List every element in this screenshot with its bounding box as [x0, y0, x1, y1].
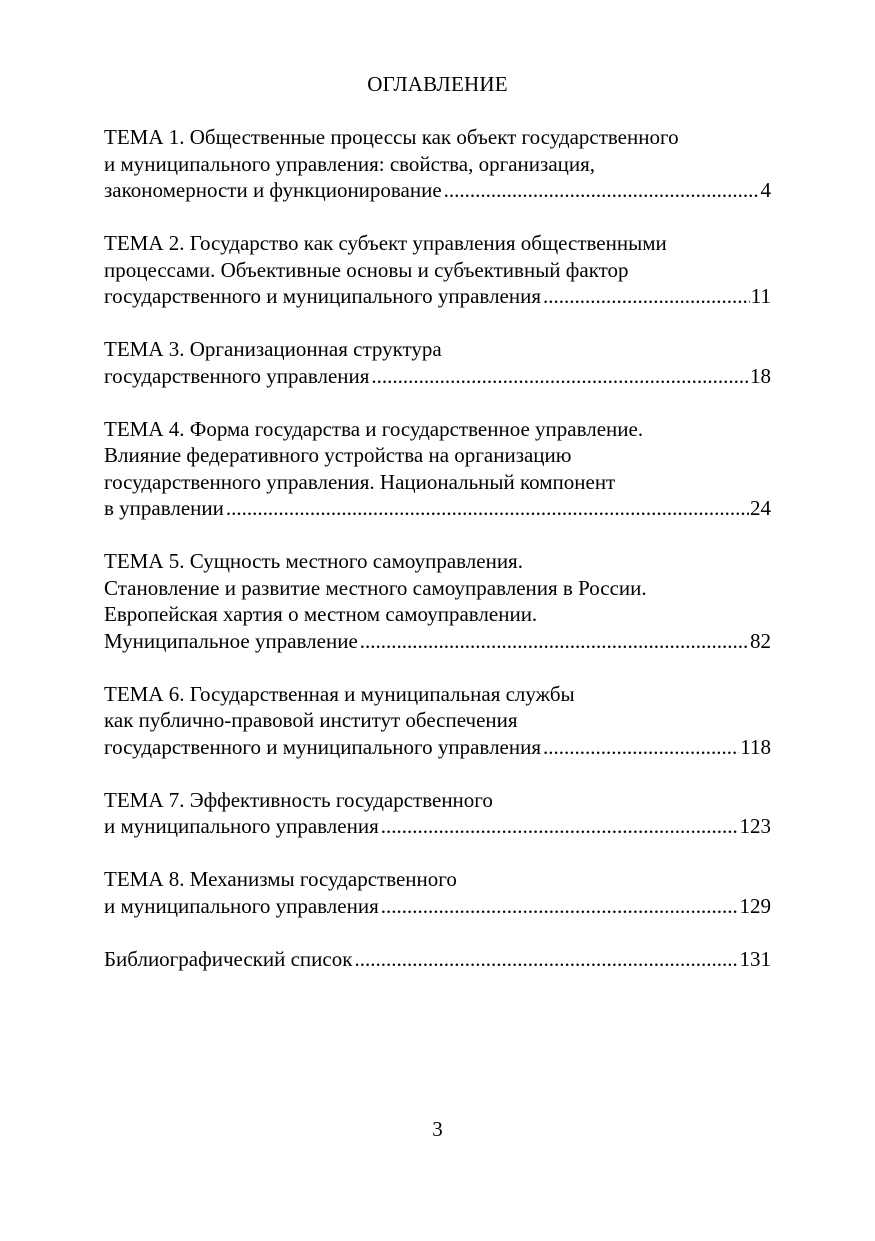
toc-entry-line: государственного управления	[104, 363, 370, 388]
toc-entry-topic-4[interactable]	[104, 416, 771, 522]
toc-entry-line: и муниципального управления: свойства, организация,	[104, 151, 596, 176]
dot-leader	[360, 628, 749, 655]
dot-leader	[354, 946, 738, 973]
toc-entry-topic-1[interactable]	[104, 124, 771, 204]
toc-page-number: 129	[739, 893, 771, 918]
toc-page-number: 123	[739, 814, 771, 838]
toc-entry-bibliography[interactable]	[104, 946, 771, 973]
toc-entry-topic-3[interactable]	[104, 336, 771, 389]
table-of-contents	[104, 124, 771, 999]
toc-entry-line: процессами. Объективные основы и субъективный фактор	[104, 257, 629, 282]
toc-entry-line: и муниципального управления	[104, 814, 379, 838]
toc-entry-topic-8[interactable]	[104, 866, 771, 919]
dot-leader	[226, 495, 749, 522]
toc-entry-line: ТЕМА 3. Организационная структура	[104, 337, 442, 361]
toc-entry-line: государственного и муниципального управления	[104, 284, 542, 308]
toc-entry-line: Библиографический список	[104, 946, 353, 971]
dot-leader	[543, 734, 739, 761]
toc-entry-topic-5[interactable]	[104, 548, 771, 654]
toc-entry-line: в управлении	[104, 496, 224, 520]
toc-entry-topic-7[interactable]	[104, 787, 771, 840]
toc-page-number: 118	[740, 734, 771, 759]
dot-leader	[381, 813, 739, 840]
toc-page-number: 4	[760, 178, 771, 202]
toc-entry-line: государственного управления. Национальный компонент	[104, 469, 616, 494]
toc-entry-line: закономерности и функционирование	[104, 178, 442, 202]
toc-entry-line: ТЕМА 4. Форма государства и государственное управление.	[104, 416, 644, 441]
page-number: 3	[432, 1117, 443, 1141]
toc-entry-line: ТЕМА 7. Эффективность государственного	[104, 787, 493, 812]
toc-entry-line: и муниципального управления	[104, 893, 379, 918]
toc-page-number: 11	[750, 284, 771, 308]
toc-page-number: 82	[750, 628, 771, 653]
dot-leader	[444, 177, 760, 204]
toc-page-number: 24	[750, 496, 771, 520]
toc-entry-line: Становление и развитие местного самоуправления в России.	[104, 575, 647, 600]
toc-entry-topic-6[interactable]	[104, 681, 771, 761]
toc-entry-line: как публично-правовой институт обеспечения	[104, 708, 518, 732]
dot-leader	[543, 283, 750, 310]
toc-entry-line: Муниципальное управление	[104, 628, 358, 653]
page-title: ОГЛАВЛЕНИЕ	[367, 72, 508, 96]
toc-entry-line: ТЕМА 8. Механизмы государственного	[104, 867, 457, 891]
dot-leader	[371, 363, 749, 390]
toc-entry-line: Европейская хартия о местном самоуправлении.	[104, 602, 538, 626]
toc-entry-line: ТЕМА 1. Общественные процессы как объект государственного	[104, 125, 679, 149]
toc-entry-line: государственного и муниципального управления	[104, 734, 542, 759]
toc-entry-line: ТЕМА 5. Сущность местного самоуправления.	[104, 549, 523, 573]
toc-page-number: 131	[739, 946, 771, 971]
dot-leader	[381, 893, 739, 920]
toc-entry-line: Влияние федеративного устройства на организацию	[104, 443, 572, 467]
toc-entry-line: ТЕМА 2. Государство как субъект управления общественными	[104, 231, 667, 255]
toc-entry-line: ТЕМА 6. Государственная и муниципальная службы	[104, 681, 575, 706]
toc-page-number: 18	[750, 363, 771, 388]
toc-entry-topic-2[interactable]	[104, 230, 771, 310]
